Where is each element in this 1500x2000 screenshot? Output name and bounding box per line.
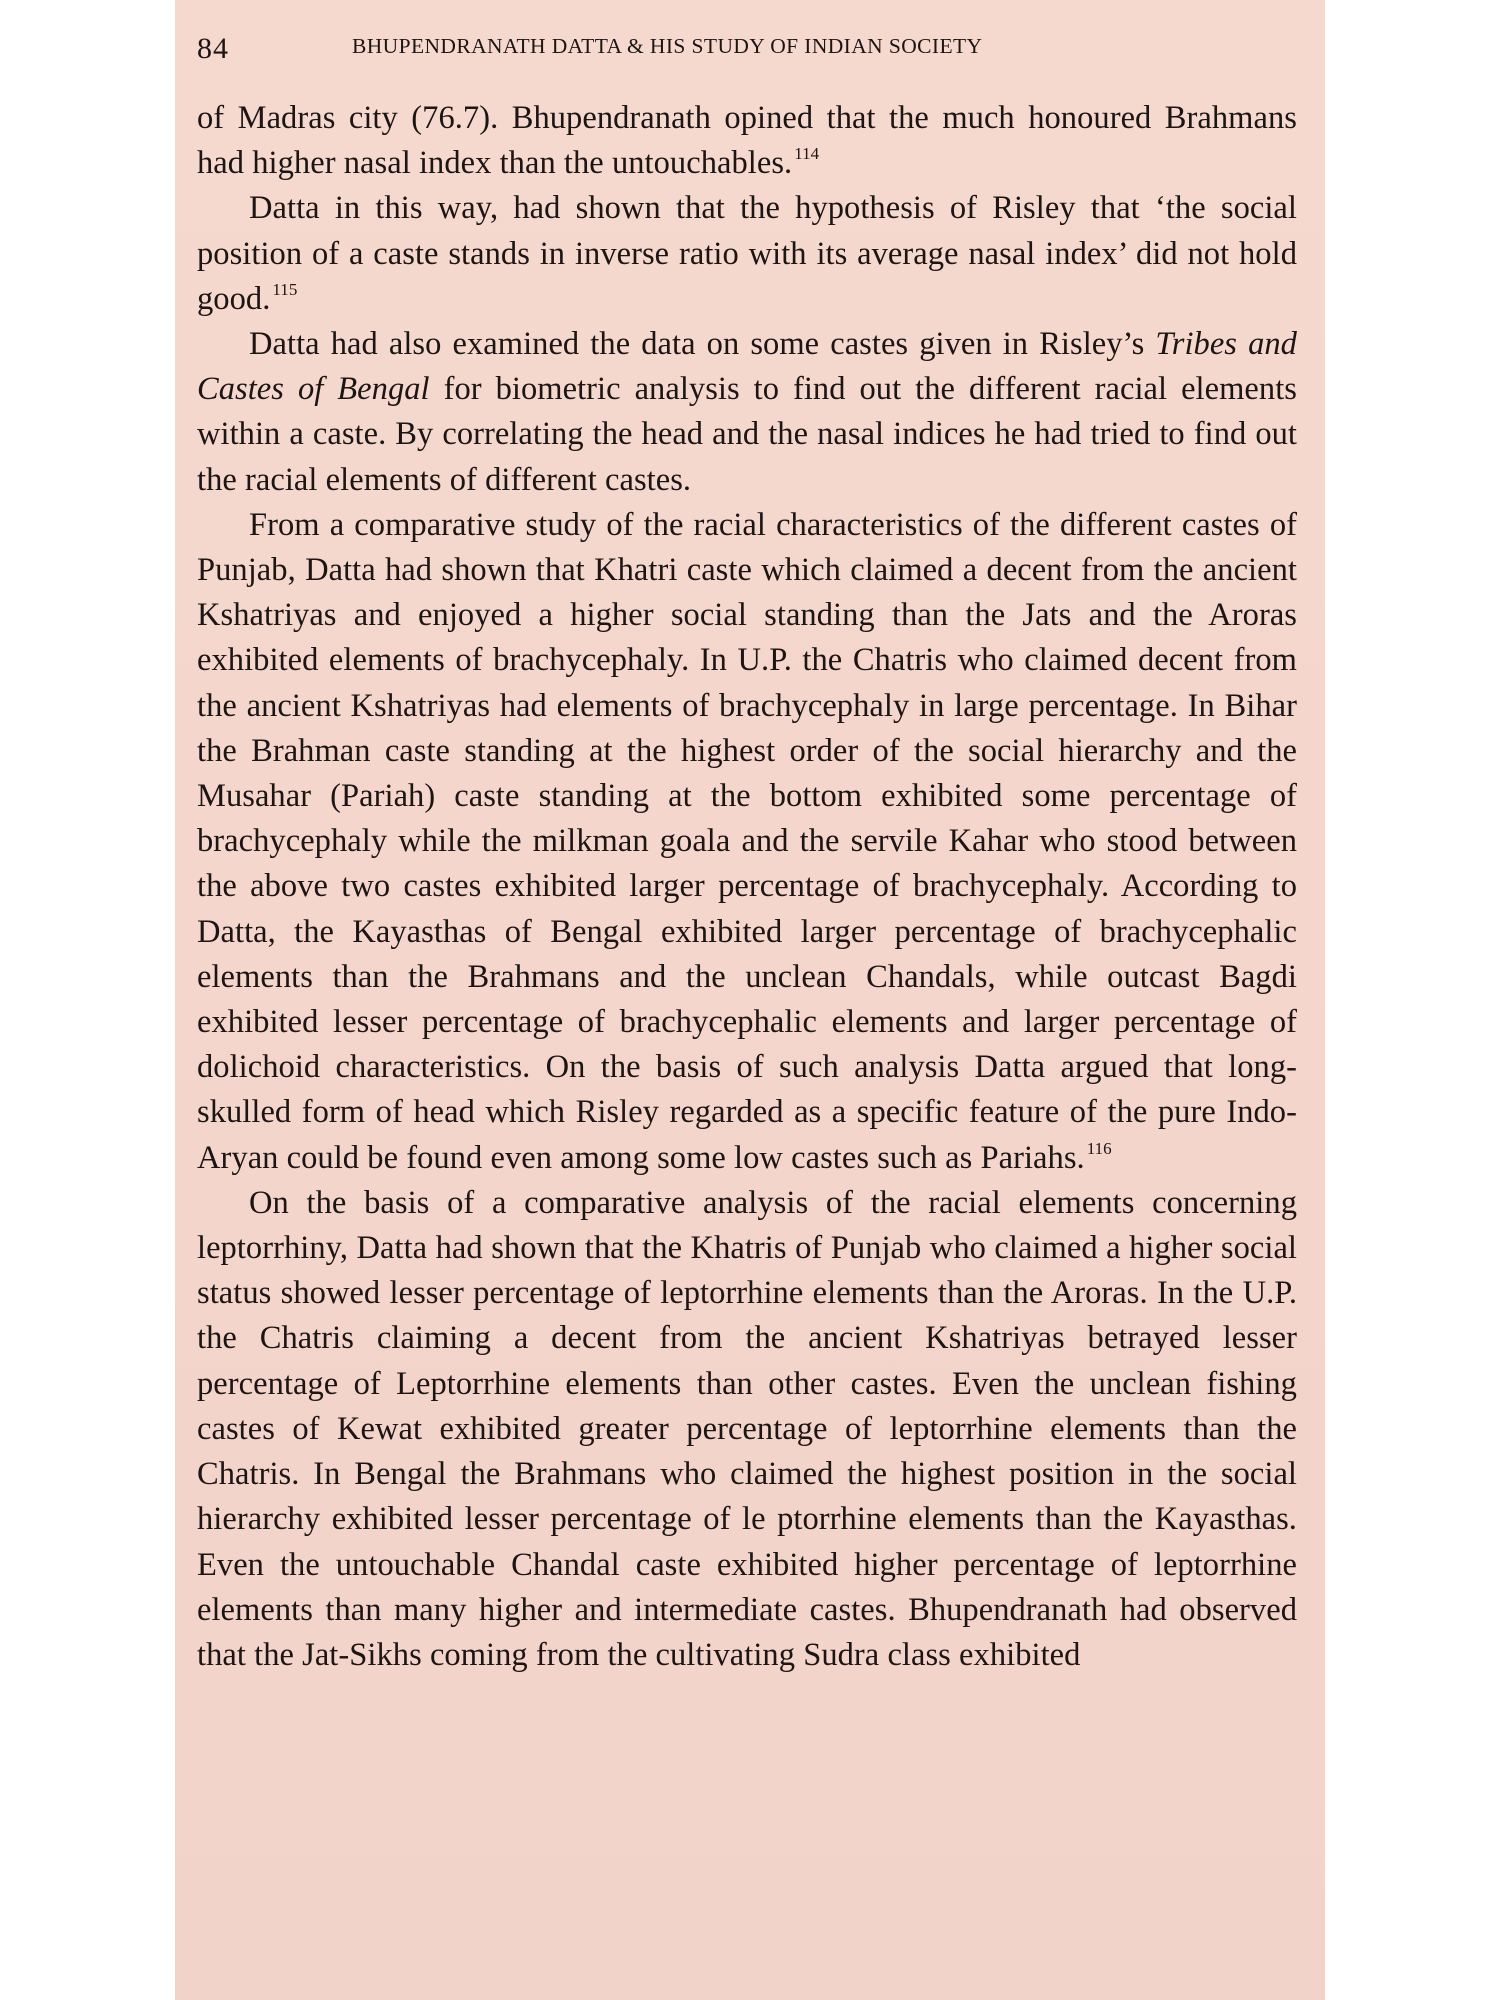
body-text (197, 96, 1297, 1678)
book-title-italic: Tribes and Castes of Bengal (197, 326, 1297, 408)
paragraph-text: On the basis of a comparative analysis of the racial elements concerning leptorrhiny, Datta had shown that the Khatris of Punjab who claimed a higher social status showed lesser percentage of leptorrhine elements than the Aroras. In the U.P. the Chatris claiming a decent from the ancient Kshatriyas betrayed lesser percentage of Leptorrhine elements than other castes. Even the unclean fishing castes of Kewat exhibited greater percentage of leptorrhine elements than the Chatris. In Bengal the Brahmans who claimed the highest position in the social hierarchy exhibited lesser percentage of le ptorrhine elements than the Kayasthas. Even the untouchable Chandal caste exhibited higher percentage of leptorrhine elements than many higher and intermediate castes. Bhupendranath had observed that the Jat-Sikhs coming from the cultivating Sudra class exhibited (197, 1184, 1297, 1673)
paragraph-text: Datta had also examined the data on some castes given in Risley’s (249, 326, 1156, 363)
paragraph-text: of Madras city (76.7). Bhupendranath opined that the much honoured Brahmans had higher nasal index than the untouchables. (197, 100, 1297, 182)
paragraph-3 (197, 322, 1297, 503)
paragraph-2 (197, 186, 1297, 322)
footnote-ref-115: 115 (272, 279, 298, 299)
paragraph-text: From a comparative study of the racial characteristics of the different castes of Punjab, Datta had shown that Khatri caste which claimed a decent from the ancient Kshatriyas and enjoyed a higher social standing than the Jats and the Aroras exhibited elements of brachycephaly. In U.P. the Chatris who claimed decent from the ancient Kshatriyas had elements of brachycephaly in large percentage. In Bihar the Brahman caste standing at the highest order of the social hierarchy and the Musahar (Pariah) caste standing at the bottom exhibited some percentage of brachycephaly while the milkman goala and the servile Kahar who stood between the above two castes exhibited larger percentage of brachycephaly. According to Datta, the Kayasthas of Bengal exhibited larger percentage of brachycephalic elements than the Brahmans and the unclean Chandals, while outcast Bagdi exhibited lesser percentage of brachycephalic elements and larger percentage of dolichoid characteristics. On the basis of such analysis Datta argued that long-skulled form of head which Risley regarded as a specific feature of the pure Indo-Aryan could be found even among some low castes such as Pariahs. (197, 506, 1297, 1176)
running-head (197, 26, 1297, 68)
paragraph-1 (197, 96, 1297, 186)
footnote-ref-116: 116 (1086, 1138, 1112, 1158)
footnote-ref-114: 114 (794, 144, 820, 164)
running-title: BHUPENDRANATH DATTA & HIS STUDY OF INDIAN SOCIETY (352, 34, 983, 58)
paragraph-5 (197, 1181, 1297, 1678)
paragraph-text-continued: for biometric analysis to find out the different racial elements within a caste. By correlating the head and the nasal indices he had tried to find out the racial elements of different castes. (197, 371, 1297, 498)
paragraph-text: Datta in this way, had shown that the hypothesis of Risley that ‘the social position of a caste stands in inverse ratio with its average nasal index’ did not hold good. (197, 190, 1297, 317)
page-number: 84 (197, 32, 229, 65)
book-page (175, 0, 1325, 2000)
paragraph-4 (197, 503, 1297, 1181)
